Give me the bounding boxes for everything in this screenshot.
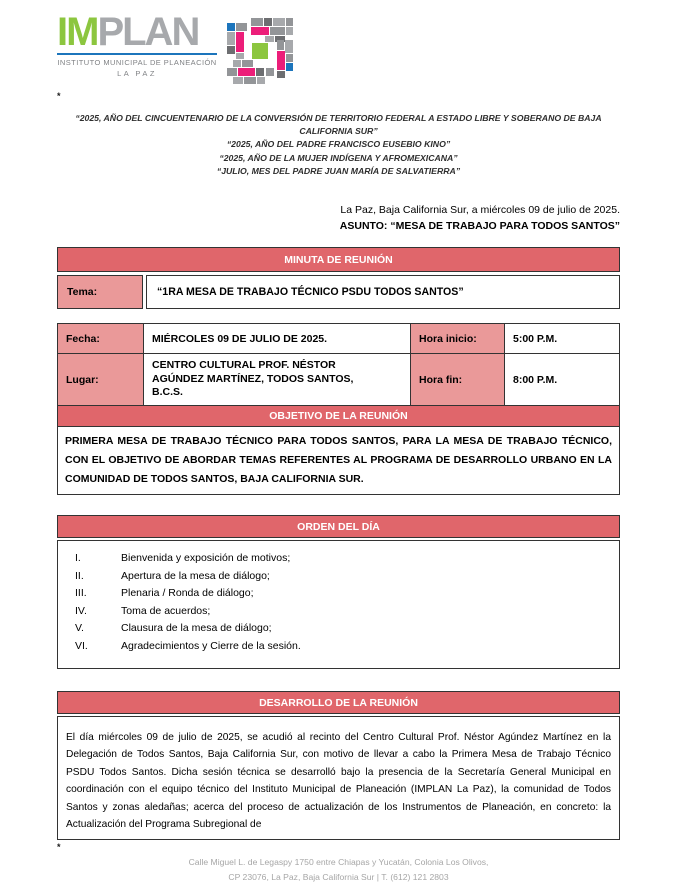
objetivo-text: PRIMERA MESA DE TRABAJO TÉCNICO PARA TODOS SANTOS, PARA LA MESA DE TRABAJO TÉCNICO, CON EL OBJETIVO DE ABORDAR TEMAS REFERENTES AL PROGRAMA DE DESARROLLO URBANO EN LA COMUNIDAD DE TODOS SANTOS, BAJA CALIFORNIA SUR. — [58, 427, 620, 495]
quote-line: “2025, AÑO DEL CINCUENTENARIO DE LA CONVERSIÓN DE TERRITORIO FEDERAL A ESTADO LIBRE Y SOBERANO DE BAJA CALIFORNIA SUR” — [75, 113, 602, 137]
tema-label: Tema: — [57, 275, 143, 309]
table-row — [58, 354, 620, 406]
desarrollo-header: DESARROLLO DE LA REUNIÓN — [57, 691, 620, 714]
mosaic-logo-icon — [225, 16, 295, 86]
quote-line: “JULIO, MES DEL PADRE JUAN MARÍA DE SALVATIERRA” — [216, 165, 461, 176]
lugar-label: Lugar: — [58, 354, 144, 406]
orden-list — [57, 540, 620, 669]
list-item — [75, 568, 609, 586]
table-row — [58, 324, 620, 354]
footer-line2: CP 23076, La Paz, Baja California Sur | T. (612) 121 2803 — [228, 872, 449, 883]
meeting-details-table — [57, 323, 620, 495]
logo-wordmark-gray: PLAN — [97, 10, 199, 54]
hora-fin-value: 8:00 P.M. — [505, 354, 620, 406]
logo-text-block — [57, 10, 217, 78]
tema-value: “1RA MESA DE TRABAJO TÉCNICO PSDU TODOS SANTOS” — [146, 275, 620, 309]
desarrollo-text: El día miércoles 09 de julio de 2025, se acudió al recinto del Centro Cultural Prof. Néstor Agúndez Martínez en la Delegación de Todos Santos, Baja California Sur, con motivo de llevar a cabo la Primera Mesa de Trabajo Técnico PSDU Todos Santos. Dicha sesión técnica se desarrolló bajo la presencia de la Secretaría General Municipal en coordinación con el equipo técnico del Instituto Municipal de Planeación (IMPLAN La Paz), la comunidad de Todos Santos y zonas aledañas; acerca del proceso de actualización de los Instrumentos de Planeación, en concreto: la Actualización del Programa Subregional de — [57, 716, 620, 840]
item-text: Agradecimientos y Cierre de la sesión. — [121, 639, 301, 652]
item-text: Apertura de la mesa de diálogo; — [121, 569, 270, 582]
item-numeral: III. — [75, 587, 87, 600]
list-item — [75, 585, 609, 603]
logo-wordmark — [57, 10, 217, 54]
footer-address — [57, 855, 620, 885]
logo-wordmark-green: IM — [57, 10, 98, 54]
hora-inicio-value: 5:00 P.M. — [505, 324, 620, 354]
hora-inicio-label: Hora inicio: — [411, 324, 505, 354]
subject-line: ASUNTO: “MESA DE TRABAJO PARA TODOS SANTOS” — [339, 219, 620, 232]
item-numeral: V. — [75, 622, 84, 635]
footnote-marker-top: * — [57, 91, 61, 101]
tema-row — [57, 275, 620, 309]
table-row — [58, 406, 620, 427]
table-row — [58, 427, 620, 495]
objetivo-header: OBJETIVO DE LA REUNIÓN — [58, 406, 620, 427]
item-numeral: I. — [75, 552, 81, 565]
orden-header: ORDEN DEL DÍA — [57, 515, 620, 538]
hora-fin-label: Hora fin: — [411, 354, 505, 406]
item-text: Toma de acuerdos; — [121, 604, 211, 617]
fecha-label: Fecha: — [58, 324, 144, 354]
fecha-value: MIÉRCOLES 09 DE JULIO DE 2025. — [144, 324, 411, 354]
footnote-marker-bottom: * — [57, 842, 61, 853]
logo-city: LA PAZ — [117, 68, 157, 78]
item-text: Plenaria / Ronda de diálogo; — [121, 587, 254, 600]
list-item — [75, 620, 609, 638]
dateline-block — [57, 203, 620, 234]
item-numeral: VI. — [75, 639, 88, 652]
footer-line1: Calle Miguel L. de Legaspy 1750 entre Chiapas y Yucatán, Colonia Los Olivos, — [188, 857, 489, 868]
item-numeral: II. — [75, 569, 84, 582]
item-text: Clausura de la mesa de diálogo; — [121, 622, 272, 635]
item-numeral: IV. — [75, 604, 87, 617]
item-text: Bienvenida y exposición de motivos; — [121, 552, 291, 565]
location-date: La Paz, Baja California Sur, a miércoles 09 de julio de 2025. — [340, 204, 620, 217]
logo-subtitle: INSTITUTO MUNICIPAL DE PLANEACIÓN — [57, 57, 217, 67]
official-quotes — [57, 112, 620, 178]
quote-line: “2025, AÑO DE LA MUJER INDÍGENA Y AFROMEXICANA” — [219, 152, 458, 163]
implan-logo — [57, 10, 620, 86]
quote-line: “2025, AÑO DEL PADRE FRANCISCO EUSEBIO KINO” — [226, 139, 451, 150]
list-item — [75, 550, 609, 568]
minuta-header: MINUTA DE REUNIÓN — [57, 247, 620, 272]
list-item — [75, 638, 609, 656]
list-item — [75, 603, 609, 621]
lugar-value: CENTRO CULTURAL PROF. NÉSTOR AGÚNDEZ MARTÍNEZ, TODOS SANTOS, B.C.S. — [144, 354, 411, 406]
